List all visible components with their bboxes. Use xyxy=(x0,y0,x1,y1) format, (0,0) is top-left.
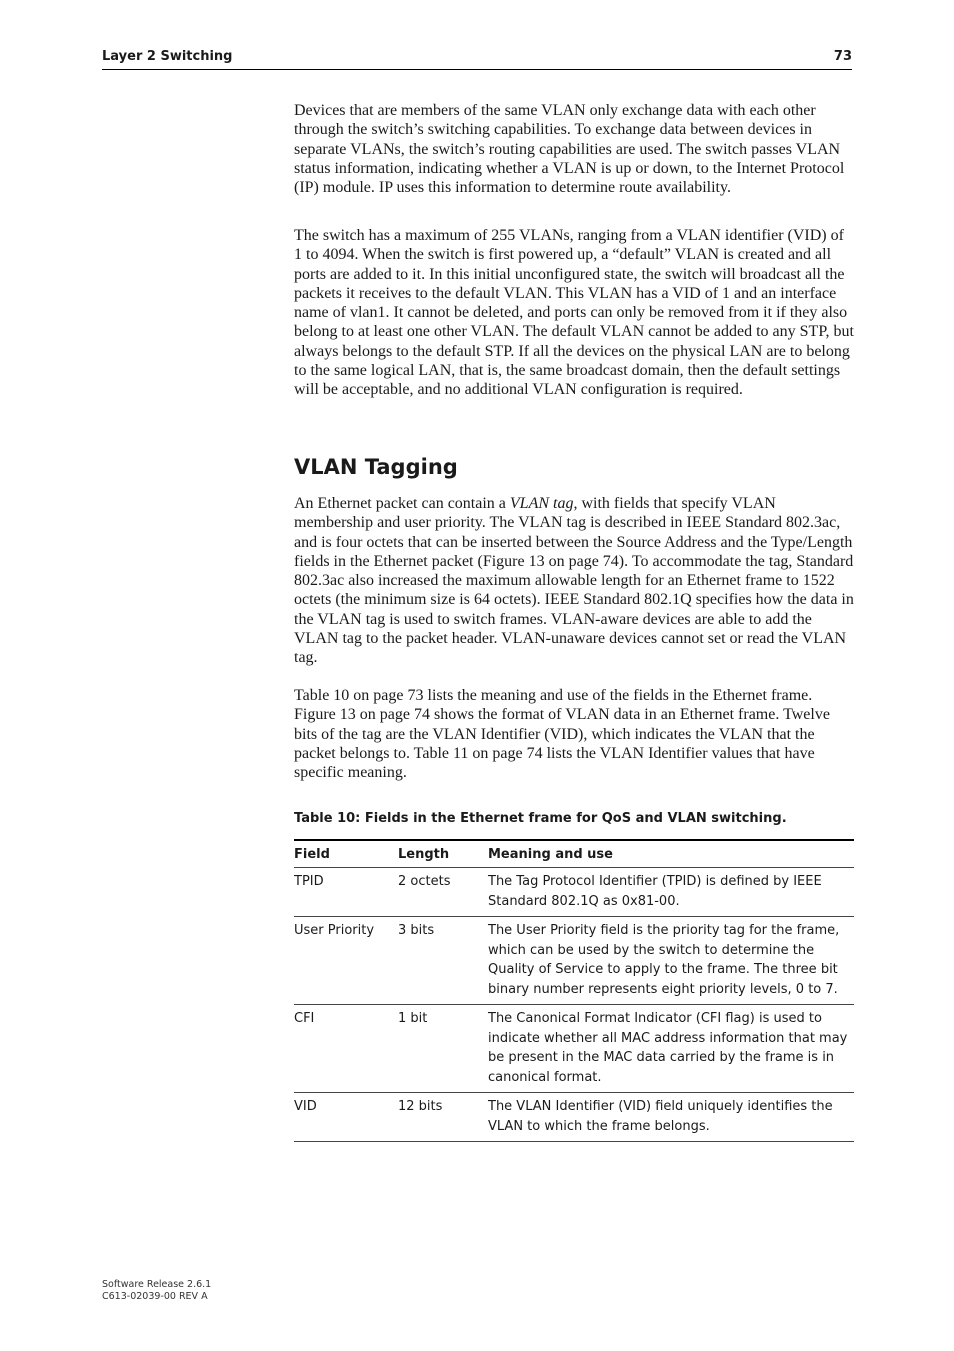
chapter-title: Layer 2 Switching xyxy=(102,49,233,64)
cell-field: VID xyxy=(294,1099,317,1114)
table-row xyxy=(294,868,854,917)
cell-meaning: The Tag Protocol Identifier (TPID) is defined by IEEE Standard 802.1Q as 0x81-00. xyxy=(488,874,822,909)
table-row xyxy=(294,1093,854,1142)
paragraph-vlan-limits: The switch has a maximum of 255 VLANs, ranging from a VLAN identifier (VID) of 1 to 4094. When the switch is first powered up, a “default” VLAN is created and all ports are added to it. In this initial unconfigured state, the switch will broadcast all the packets it receives to the default VLAN. This VLAN has a VID of 1 and an interface name of vlan1. It cannot be deleted, and ports can only be removed from it if they also belong to at least one other VLAN. The default VLAN cannot be added to any STP, but always belongs to the default STP. If all the devices on the physical LAN are to belong to the same logical LAN, that is, the same broadcast domain, then the default settings will be acceptable, and no additional VLAN configuration is required. xyxy=(294,227,854,399)
page-footer xyxy=(102,1279,211,1303)
cell-length: 1 bit xyxy=(398,1011,428,1026)
section-heading: VLAN Tagging xyxy=(294,455,458,479)
table-row xyxy=(294,917,854,1005)
footer-doc-id: C613-02039-00 REV A xyxy=(102,1291,208,1302)
cell-length: 3 bits xyxy=(398,923,435,938)
cell-field: CFI xyxy=(294,1011,315,1026)
header-length: Length xyxy=(398,847,450,862)
page-number: 73 xyxy=(833,49,852,64)
cell-length: 12 bits xyxy=(398,1099,443,1114)
table-caption: Table 10: Fields in the Ethernet frame for QoS and VLAN switching. xyxy=(294,811,787,826)
cell-meaning: The Canonical Format Indicator (CFI flag) is used to indicate whether all MAC address information that may be present in the MAC data carried by the frame is in canonical format. xyxy=(488,1011,848,1085)
paragraph-vlan-tag-rest: , with fields that specify VLAN membership and user priority. The VLAN tag is described in IEEE Standard 802.3ac, and is four octets that can be inserted between the Source Address and the Type/Length fields in the Ethernet packet (Figure 13 on page 74). To accommodate the tag, Standard 802.3ac also increased the maximum allowable length for an Ethernet frame to 1522 octets (the minimum size is 64 octets). IEEE Standard 802.1Q specifies how the data in the VLAN tag is used to switch frames. VLAN-aware devices are able to add the VLAN tag to the packet header. VLAN-unaware devices cannot set or read the VLAN tag. xyxy=(294,495,854,667)
paragraph-vlan-members: Devices that are members of the same VLAN only exchange data with each other through the switch’s switching capabilities. To exchange data between devices in separate VLANs, the switch’s routing capabilities are used. The switch passes VLAN status information, indicating whether a VLAN is up or down, to the Internet Protocol (IP) module. IP uses this information to determine route availability. xyxy=(294,102,845,197)
table-header-row xyxy=(294,840,854,868)
cell-length: 2 octets xyxy=(398,874,451,889)
paragraph-vlan-tag-lead: An Ethernet packet can contain a xyxy=(294,495,510,512)
vlan-tag-term: VLAN tag xyxy=(509,495,574,512)
cell-meaning: The User Priority field is the priority tag for the frame, which can be used by the switch to determine the Quality of Service to apply to the frame. The three bit binary number represents eight priority levels, 0 to 7. xyxy=(488,923,840,997)
header-field: Field xyxy=(294,847,330,862)
table-row xyxy=(294,1005,854,1093)
cell-meaning: The VLAN Identifier (VID) field uniquely identifies the VLAN to which the frame belongs. xyxy=(488,1099,833,1134)
page-header xyxy=(102,49,852,70)
header-meaning: Meaning and use xyxy=(488,847,613,862)
fields-table xyxy=(294,839,854,1142)
footer-release: Software Release 2.6.1 xyxy=(102,1279,212,1290)
paragraph-table-refs: Table 10 on page 73 lists the meaning and use of the fields in the Ethernet frame. Figure 13 on page 74 shows the format of VLAN data in an Ethernet frame. Twelve bits of the tag are the VLAN Identifier (VID), which indicates the VLAN that the packet belongs to. Table 11 on page 74 lists the VLAN Identifier values that have specific meaning. xyxy=(294,687,830,782)
cell-field: User Priority xyxy=(294,923,375,938)
cell-field: TPID xyxy=(294,874,324,889)
paragraph-vlan-tag xyxy=(294,494,854,668)
